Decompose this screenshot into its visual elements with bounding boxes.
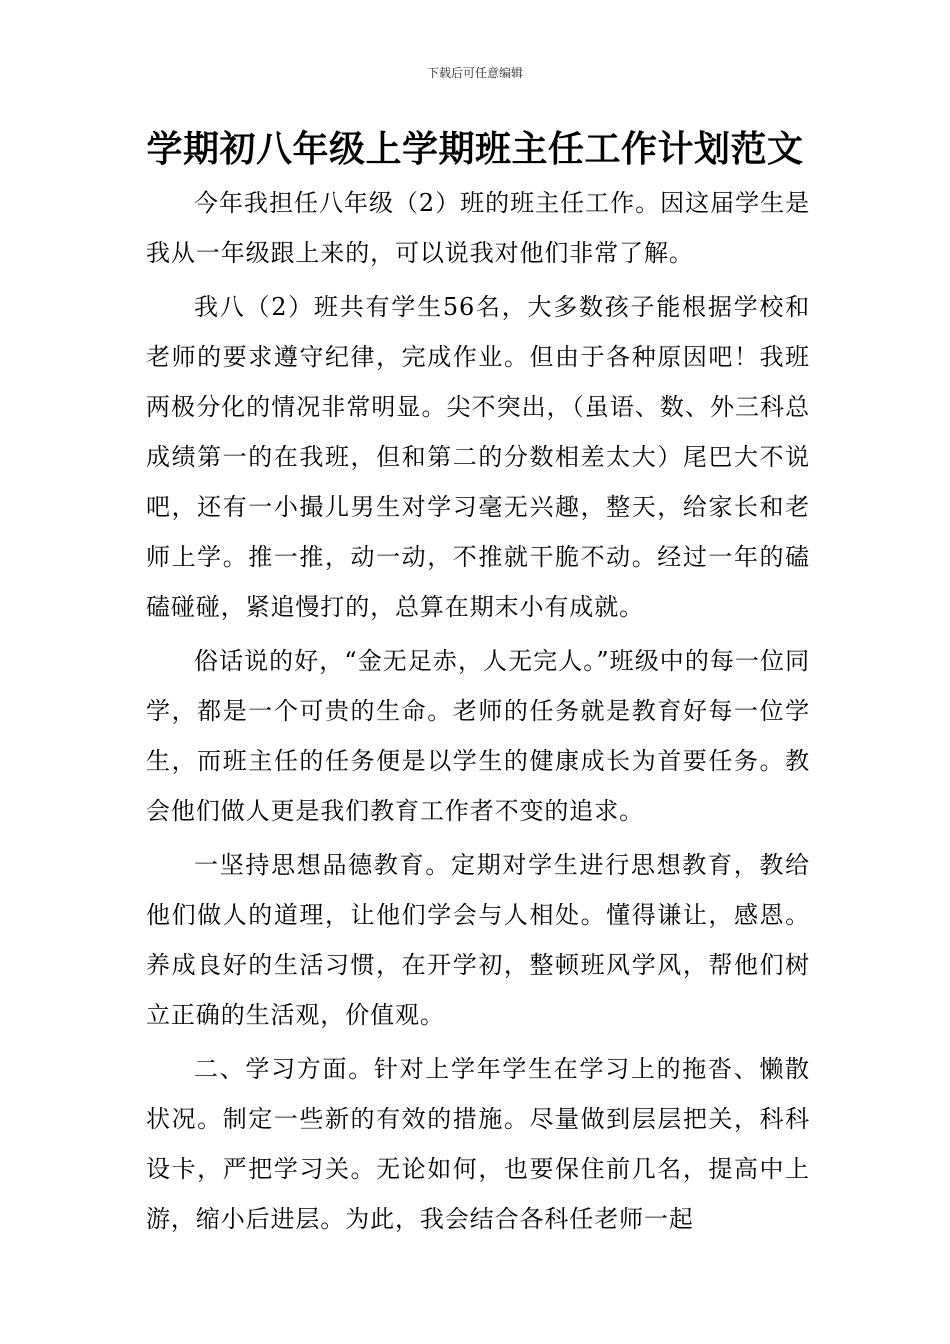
paragraph-study: 二、学习方面。针对上学年学生在学习上的拖沓、懒散状况。制定一些新的有效的措施。尽量做到层层把关，科科设卡，严把学习关。无论如何，也要保住前几名，提高中上游，缩小后进层。为此，我会结合各科任老师一起 (146, 1055, 810, 1233)
page-header-note: 下载后可任意编辑 (426, 66, 523, 80)
document-title: 学期初八年级上学期班主任工作计划范文 (146, 129, 804, 170)
paragraph-moral-education: 一坚持思想品德教育。定期对学生进行思想教育，教给他们做人的道理，让他们学会与人相处。懂得谦让，感恩。养成良好的生活习惯，在开学初，整顿班风学风，帮他们树立正确的生活观，价值观。 (146, 851, 810, 1029)
document-body (146, 178, 810, 1248)
paragraph-class-situation: 我八（2）班共有学生56名，大多数孩子能根据学校和老师的要求遵守纪律，完成作业。但由于各种原因吧！我班两极分化的情况非常明显。尖不突出，（虽语、数、外三科总成绩第一的在我班，但和第二的分数相差太大）尾巴大不说吧，还有一小撮儿男生对学习毫无兴趣，整天，给家长和老师上学。推一推，动一动，不推就干脆不动。经过一年的磕磕碰碰，紧追慢打的，总算在期末小有成就。 (146, 293, 810, 621)
paragraph-proverb: 俗话说的好，“金无足赤，人无完人。”班级中的每一位同学，都是一个可贵的生命。老师的任务就是教育好每一位学生，而班主任的任务便是以学生的健康成长为首要任务。教会他们做人更是我们教育工作者不变的追求。 (146, 647, 810, 825)
paragraph-intro: 今年我担任八年级（2）班的班主任工作。因这届学生是我从一年级跟上来的，可以说我对他们非常了解。 (146, 189, 810, 267)
